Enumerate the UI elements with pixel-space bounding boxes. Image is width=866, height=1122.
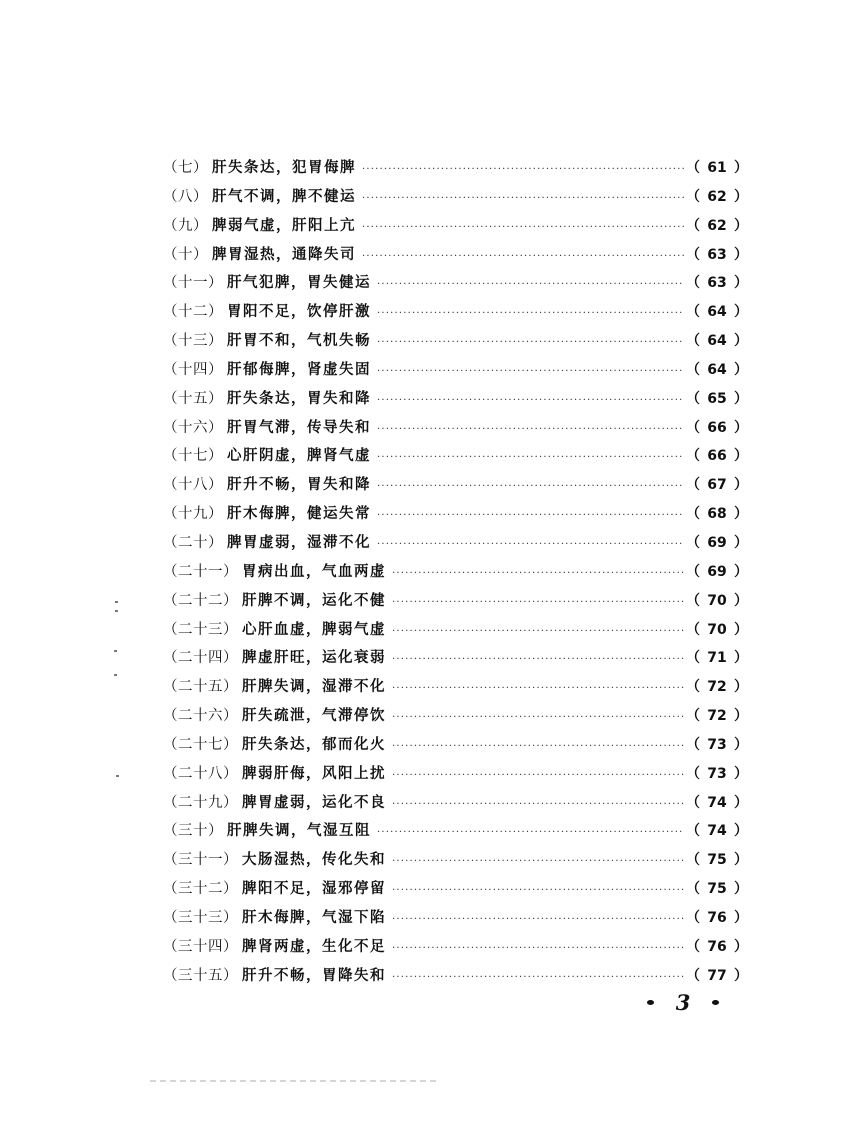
- dot-leader: [392, 704, 684, 733]
- toc-entry: [163, 587, 748, 616]
- page-close-paren: ）: [734, 909, 748, 926]
- toc-entry: [163, 644, 748, 673]
- page-close-paren: ）: [734, 563, 748, 580]
- entry-number: （十七）: [163, 448, 223, 465]
- page-open-paren: （: [686, 909, 700, 926]
- dot-leader: [392, 646, 684, 675]
- entry-page: [686, 875, 748, 904]
- dot-leader: [392, 791, 684, 820]
- page-close-paren: ）: [734, 217, 748, 234]
- page-open-paren: （: [686, 534, 700, 551]
- page-ref: 62: [707, 217, 727, 234]
- toc-entry: [163, 731, 748, 760]
- page-close-paren: ）: [734, 419, 748, 436]
- page-open-paren: （: [686, 304, 700, 321]
- toc-entry: [163, 558, 748, 587]
- toc-entry: [163, 817, 748, 846]
- entry-page: [686, 529, 748, 558]
- entry-title: 肝脾不调，运化不健: [242, 591, 386, 609]
- page-close-paren: ）: [734, 650, 748, 667]
- dot-leader: [377, 531, 684, 560]
- page-ref: 77: [707, 967, 727, 984]
- toc-entry: [163, 356, 748, 385]
- page-close-paren: ）: [734, 188, 748, 205]
- entry-number: （三十三）: [163, 909, 238, 926]
- entry-page: [686, 846, 748, 875]
- entry-title: 胃病出血，气血两虚: [242, 562, 386, 580]
- entry-page: [686, 500, 748, 529]
- entry-title: 肝气犯脾，胃失健运: [227, 274, 371, 292]
- entry-title: 肝胃气滞，传导失和: [227, 418, 371, 436]
- page-number: 3: [675, 990, 691, 1015]
- toc-entry: [163, 212, 748, 241]
- dot-leader: [377, 444, 684, 473]
- scan-artifact: [116, 775, 119, 777]
- dot-leader: [377, 387, 684, 416]
- entry-number: （二十五）: [163, 679, 238, 696]
- toc-entry: [163, 298, 748, 327]
- page-open-paren: （: [686, 188, 700, 205]
- entry-title: 肝胃不和，气机失畅: [227, 332, 371, 350]
- entry-page: [686, 414, 748, 443]
- page-footer: [618, 990, 748, 1015]
- page-open-paren: （: [686, 333, 700, 350]
- page-open-paren: （: [686, 361, 700, 378]
- page-open-paren: （: [686, 823, 700, 840]
- entry-page: [686, 731, 748, 760]
- scan-artifact: [115, 601, 118, 603]
- entry-title: 肝失条达，犯胃侮脾: [212, 159, 356, 176]
- page-ref: 68: [707, 506, 727, 523]
- entry-page: [686, 644, 748, 673]
- entry-title: 肝脾失调，湿滞不化: [242, 678, 386, 696]
- page-ref: 64: [707, 333, 727, 350]
- page-open-paren: （: [686, 967, 700, 984]
- toc-entry: [163, 904, 748, 933]
- entry-page: [686, 789, 748, 818]
- toc-entry: [163, 471, 748, 500]
- toc-entry: [163, 846, 748, 875]
- dot-leader: [392, 906, 684, 935]
- toc-entry: [163, 673, 748, 702]
- page-ref: 66: [707, 448, 727, 465]
- entry-number: （七）: [163, 160, 208, 176]
- page-close-paren: ）: [734, 708, 748, 725]
- entry-page: [686, 327, 748, 356]
- entry-number: （三十四）: [163, 938, 238, 955]
- page-open-paren: （: [686, 246, 700, 263]
- entry-page: [686, 558, 748, 587]
- entry-page: [686, 385, 748, 414]
- entry-title: 脾肾两虚，生化不足: [242, 937, 386, 955]
- entry-title: 脾阳不足，湿邪停留: [242, 880, 386, 898]
- page-open-paren: （: [686, 390, 700, 407]
- entry-title: 大肠湿热，传化失和: [242, 851, 386, 869]
- entry-title: 肝木侮脾，气湿下陷: [242, 908, 386, 926]
- page-close-paren: ）: [734, 477, 748, 494]
- entry-title: 脾胃虚弱，运化不良: [242, 793, 386, 811]
- page-open-paren: （: [686, 477, 700, 494]
- entry-title: 心肝血虚，脾弱气虚: [242, 620, 386, 638]
- page-open-paren: （: [686, 621, 700, 638]
- dot-leader: [377, 358, 684, 387]
- toc-entry: [163, 414, 748, 443]
- dot-leader: [392, 935, 684, 964]
- entry-page: [686, 298, 748, 327]
- page-ref: 73: [707, 736, 727, 753]
- dot-leader: [392, 762, 684, 791]
- entry-title: 肝气不调，脾不健运: [212, 187, 356, 205]
- entry-title: 肝失疏泄，气滞停饮: [242, 707, 386, 725]
- entry-page: [686, 269, 748, 298]
- page-open-paren: （: [686, 650, 700, 667]
- page-close-paren: ）: [734, 304, 748, 321]
- page-ref: 75: [707, 852, 727, 869]
- entry-page: [686, 702, 748, 731]
- toc-entry: [163, 875, 748, 904]
- entry-title: 脾弱气虚，肝阳上亢: [212, 216, 356, 234]
- entry-number: （十一）: [163, 275, 223, 292]
- entry-page: [686, 212, 748, 241]
- entry-title: 肝失条达，郁而化火: [242, 735, 386, 753]
- toc-entry: [163, 327, 748, 356]
- page-close-paren: ）: [734, 333, 748, 350]
- page-close-paren: ）: [734, 765, 748, 782]
- page-ref: 73: [707, 765, 727, 782]
- page-close-paren: ）: [734, 881, 748, 898]
- page-ref: 65: [707, 390, 727, 407]
- entry-title: 肝郁侮脾，肾虚失固: [227, 360, 371, 378]
- page-open-paren: （: [686, 448, 700, 465]
- page-close-paren: ）: [734, 160, 748, 176]
- dot-leader: [392, 877, 684, 906]
- page-ref: 72: [707, 679, 727, 696]
- page-ref: 71: [707, 650, 727, 667]
- entry-title: 胃阳不足，饮停肝激: [227, 303, 371, 321]
- page-ref: 76: [707, 909, 727, 926]
- page-open-paren: （: [686, 160, 700, 176]
- dot-leader: [362, 243, 684, 272]
- page-ref: 64: [707, 304, 727, 321]
- entry-number: （三十）: [163, 823, 223, 840]
- page-open-paren: （: [686, 736, 700, 753]
- entry-title: 肝木侮脾，健运失常: [227, 505, 371, 523]
- entry-page: [686, 616, 748, 645]
- entry-page: [686, 673, 748, 702]
- entry-number: （三十二）: [163, 881, 238, 898]
- scan-artifact: [150, 1080, 440, 1082]
- entry-page: [686, 962, 748, 991]
- page-open-paren: （: [686, 419, 700, 436]
- page-open-paren: （: [686, 708, 700, 725]
- page-ref: 72: [707, 708, 727, 725]
- bullet-dot-left: [647, 1000, 654, 1005]
- bullet-dot-right: [712, 1000, 719, 1005]
- page-open-paren: （: [686, 794, 700, 811]
- entry-number: （二十）: [163, 534, 223, 551]
- entry-number: （二十四）: [163, 650, 238, 667]
- page-ref: 70: [707, 592, 727, 609]
- toc-entry: [163, 962, 748, 991]
- page-ref: 63: [707, 246, 727, 263]
- entry-page: [686, 587, 748, 616]
- page-open-paren: （: [686, 563, 700, 580]
- dot-leader: [362, 185, 684, 214]
- entry-title: 脾弱肝侮，风阳上扰: [242, 764, 386, 782]
- dot-leader: [362, 156, 684, 185]
- entry-number: （三十一）: [163, 852, 238, 869]
- page-ref: 69: [707, 534, 727, 551]
- entry-number: （十五）: [163, 390, 223, 407]
- page-open-paren: （: [686, 881, 700, 898]
- page-ref: 67: [707, 477, 727, 494]
- entry-number: （十八）: [163, 477, 223, 494]
- entry-title: 脾虚肝旺，运化衰弱: [242, 649, 386, 667]
- entry-number: （十三）: [163, 333, 223, 350]
- page-close-paren: ）: [734, 534, 748, 551]
- entry-page: [686, 817, 748, 846]
- dot-leader: [392, 618, 684, 647]
- dot-leader: [377, 502, 684, 531]
- entry-title: 肝升不畅，胃降失和: [242, 966, 386, 984]
- page-open-paren: （: [686, 938, 700, 955]
- toc-entry: [163, 442, 748, 471]
- entry-page: [686, 442, 748, 471]
- entry-number: （三十五）: [163, 967, 238, 984]
- page-close-paren: ）: [734, 621, 748, 638]
- entry-page: [686, 933, 748, 962]
- toc-entry: [163, 789, 748, 818]
- toc-entry: [163, 760, 748, 789]
- entry-number: （二十七）: [163, 736, 238, 753]
- toc-entry: [163, 183, 748, 212]
- page-close-paren: ）: [734, 823, 748, 840]
- page-close-paren: ）: [734, 275, 748, 292]
- page-close-paren: ）: [734, 967, 748, 984]
- toc-entry: [163, 500, 748, 529]
- toc-entry: [163, 154, 748, 183]
- dot-leader: [392, 964, 684, 993]
- dot-leader: [377, 300, 684, 329]
- dot-leader: [392, 589, 684, 618]
- page-open-paren: （: [686, 765, 700, 782]
- page-open-paren: （: [686, 679, 700, 696]
- page-open-paren: （: [686, 217, 700, 234]
- table-of-contents: [163, 154, 748, 990]
- entry-page: [686, 356, 748, 385]
- entry-title: 脾胃虚弱，湿滞不化: [227, 533, 371, 551]
- entry-number: （十）: [163, 246, 208, 263]
- entry-page: [686, 241, 748, 270]
- page-close-paren: ）: [734, 592, 748, 609]
- entry-page: [686, 904, 748, 933]
- page-ref: 63: [707, 275, 727, 292]
- entry-title: 心肝阴虚，脾肾气虚: [227, 447, 371, 465]
- page-close-paren: ）: [734, 679, 748, 696]
- page-ref: 74: [707, 794, 727, 811]
- dot-leader: [377, 416, 684, 445]
- page-ref: 76: [707, 938, 727, 955]
- entry-number: （二十二）: [163, 592, 238, 609]
- dot-leader: [392, 733, 684, 762]
- toc-entry: [163, 269, 748, 298]
- page-close-paren: ）: [734, 506, 748, 523]
- entry-page: [686, 183, 748, 212]
- dot-leader: [362, 214, 684, 243]
- toc-entry: [163, 933, 748, 962]
- toc-entry: [163, 616, 748, 645]
- page-open-paren: （: [686, 275, 700, 292]
- toc-entry: [163, 241, 748, 270]
- page-close-paren: ）: [734, 246, 748, 263]
- page-close-paren: ）: [734, 361, 748, 378]
- page-open-paren: （: [686, 506, 700, 523]
- entry-page: [686, 760, 748, 789]
- entry-number: （八）: [163, 188, 208, 205]
- page-close-paren: ）: [734, 390, 748, 407]
- page-ref: 70: [707, 621, 727, 638]
- entry-number: （二十九）: [163, 794, 238, 811]
- dot-leader: [392, 848, 684, 877]
- scan-artifact: [114, 650, 117, 652]
- entry-number: （九）: [163, 217, 208, 234]
- page-open-paren: （: [686, 592, 700, 609]
- scan-artifact: [115, 610, 118, 612]
- entry-number: （二十一）: [163, 563, 238, 580]
- entry-number: （二十三）: [163, 621, 238, 638]
- toc-entry: [163, 385, 748, 414]
- entry-title: 肝脾失调，气湿互阻: [227, 822, 371, 840]
- page-ref: 74: [707, 823, 727, 840]
- entry-page: [686, 471, 748, 500]
- toc-entry: [163, 702, 748, 731]
- page-close-paren: ）: [734, 852, 748, 869]
- page-ref: 61: [707, 160, 727, 176]
- page-close-paren: ）: [734, 736, 748, 753]
- entry-number: （十九）: [163, 506, 223, 523]
- entry-number: （十四）: [163, 361, 223, 378]
- entry-number: （十六）: [163, 419, 223, 436]
- scan-artifact: [114, 674, 117, 676]
- page-ref: 64: [707, 361, 727, 378]
- dot-leader: [392, 675, 684, 704]
- dot-leader: [392, 560, 684, 589]
- entry-title: 肝升不畅，胃失和降: [227, 476, 371, 494]
- page-close-paren: ）: [734, 794, 748, 811]
- entry-page: [686, 154, 748, 183]
- page-ref: 62: [707, 188, 727, 205]
- entry-title: 脾胃湿热，通降失司: [212, 245, 356, 263]
- toc-entry: [163, 529, 748, 558]
- page-ref: 66: [707, 419, 727, 436]
- dot-leader: [377, 329, 684, 358]
- page-ref: 75: [707, 881, 727, 898]
- page-ref: 69: [707, 563, 727, 580]
- dot-leader: [377, 473, 684, 502]
- entry-number: （十二）: [163, 304, 223, 321]
- page-close-paren: ）: [734, 938, 748, 955]
- entry-title: 肝失条达，胃失和降: [227, 389, 371, 407]
- page-close-paren: ）: [734, 448, 748, 465]
- page-open-paren: （: [686, 852, 700, 869]
- entry-number: （二十八）: [163, 765, 238, 782]
- dot-leader: [377, 271, 684, 300]
- entry-number: （二十六）: [163, 708, 238, 725]
- dot-leader: [377, 819, 684, 848]
